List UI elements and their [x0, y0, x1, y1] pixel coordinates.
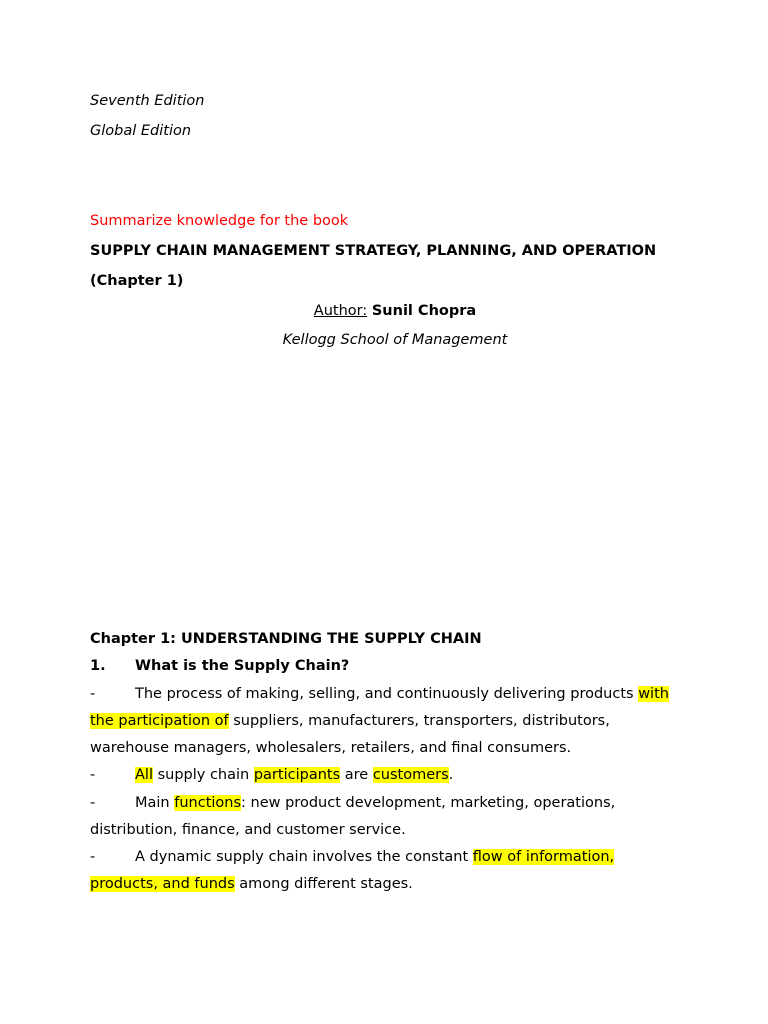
bullet-3-line-1: [90, 793, 615, 813]
bullet-2-line-1: [90, 765, 453, 785]
bullet-text: Main: [135, 795, 175, 811]
bullet-text: .: [448, 767, 454, 783]
highlighted-text: the participation of: [90, 713, 229, 729]
bullet-text: among different stages.: [234, 876, 413, 892]
book-title: SUPPLY CHAIN MANAGEMENT STRATEGY, PLANNING, AND OPERATION: [90, 243, 657, 259]
bullet-text: : new product development, marketing, operations,: [241, 795, 616, 811]
bullet-1-line-3: warehouse managers, wholesalers, retailers, and final consumers.: [90, 740, 572, 756]
bullet-3-line-2: distribution, finance, and customer service.: [90, 822, 406, 838]
bullet-marker: -: [90, 795, 96, 811]
highlighted-text: participants: [253, 767, 341, 783]
institution: Kellogg School of Management: [282, 332, 508, 348]
bullet-marker: -: [90, 767, 96, 783]
bullet-marker: -: [90, 849, 96, 865]
summary-note: Summarize knowledge for the book: [90, 213, 349, 229]
author-line: [0, 301, 768, 321]
bullet-text: suppliers, manufacturers, transporters, distributors,: [228, 713, 610, 729]
edition-line-global: Global Edition: [90, 123, 192, 139]
bullet-4-line-2: [90, 874, 413, 894]
bullet-text: The process of making, selling, and continuously delivering products: [135, 686, 639, 702]
highlighted-text: functions: [174, 795, 242, 811]
highlighted-text: products, and funds: [90, 876, 235, 892]
section-heading: [90, 656, 349, 676]
author-label: Author:: [313, 303, 368, 319]
chapter-heading: Chapter 1: UNDERSTANDING THE SUPPLY CHAIN: [90, 631, 482, 647]
bullet-1-line-2: [90, 711, 610, 731]
bullet-text: supply chain: [152, 767, 254, 783]
edition-line-seventh: Seventh Edition: [90, 93, 205, 109]
highlighted-text: with: [638, 686, 669, 702]
author-name: Sunil Chopra: [371, 303, 477, 319]
section-title: What is the Supply Chain?: [135, 658, 350, 674]
chapter-reference: (Chapter 1): [90, 273, 184, 289]
highlighted-text: customers: [372, 767, 449, 783]
highlighted-text: All: [135, 767, 153, 783]
bullet-4-line-1: [90, 847, 614, 867]
bullet-1-line-1: [90, 684, 669, 704]
highlighted-text: flow of information,: [472, 849, 615, 865]
section-number: 1.: [90, 658, 106, 674]
bullet-text: A dynamic supply chain involves the constant: [135, 849, 473, 865]
bullet-text: are: [340, 767, 373, 783]
bullet-marker: -: [90, 686, 96, 702]
